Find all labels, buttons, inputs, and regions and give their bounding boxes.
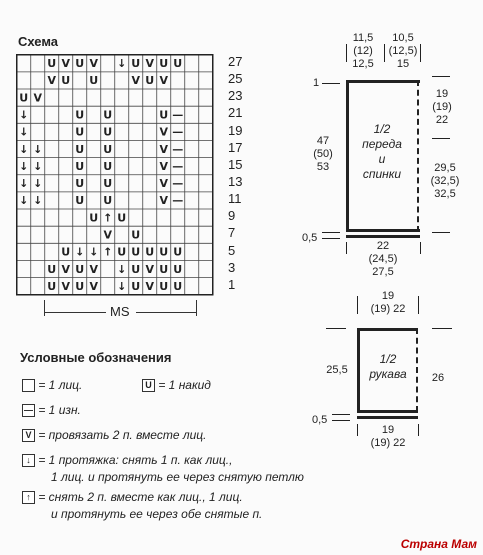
fb-left-edge — [346, 80, 349, 232]
chart-stitch-symbol: ↓ — [19, 159, 29, 173]
chart-stitch-symbol: U — [103, 142, 113, 156]
chart-stitch-symbol: ↓ — [33, 177, 43, 191]
chart-stitch-symbol: U — [145, 245, 155, 259]
chart-stitch-symbol: U — [103, 177, 113, 191]
fb-tick — [420, 242, 421, 254]
chart-stitch-symbol: U — [89, 211, 99, 225]
chart-stitch-symbol: V — [159, 74, 169, 88]
sleeve-tick — [432, 328, 452, 329]
chart-stitch-symbol: U — [75, 125, 85, 139]
chart-stitch-symbol: V — [89, 262, 99, 276]
sleeve-bottom-edge — [357, 410, 418, 413]
sleeve-left-dim: 25,5 — [326, 364, 348, 376]
chart-stitch-symbol: U — [131, 279, 141, 293]
chart-stitch-symbol: U — [75, 177, 85, 191]
sleeve-mark-line — [332, 414, 350, 415]
chart-stitch-symbol: — — [172, 142, 184, 156]
sleeve-tick — [357, 424, 358, 436]
chart-stitch-symbol: V — [103, 228, 113, 242]
chart-stitch-symbol: U — [145, 74, 155, 88]
row-number: 1 — [228, 276, 236, 292]
s2kpo-symbol: ↑ — [22, 491, 35, 504]
chart-stitch-symbol: U — [47, 279, 57, 293]
legend-s2kpo: ↑ = снять 2 п. вместе как лиц., 1 лиц. — [22, 490, 243, 504]
chart-stitch-symbol: U — [159, 279, 169, 293]
fb-tick — [420, 44, 421, 62]
chart-title: Схема — [18, 34, 59, 49]
chart-stitch-symbol: U — [131, 57, 141, 71]
row-number: 19 — [228, 122, 243, 138]
row-number: 3 — [228, 259, 236, 275]
chart-stitch-symbol: V — [159, 177, 169, 191]
chart-stitch-symbol: U — [75, 262, 85, 276]
chart-stitch-symbol: ↓ — [19, 125, 29, 139]
k2tog-symbol: V — [22, 429, 35, 442]
fb-hem — [346, 235, 420, 238]
chart-stitch-symbol: — — [172, 159, 184, 173]
chart-stitch-symbol: U — [159, 57, 169, 71]
fb-right-tick — [432, 76, 450, 77]
chart-stitch-symbol: V — [159, 159, 169, 173]
row-number: 17 — [228, 139, 243, 155]
chart-stitch-symbol: U — [131, 228, 141, 242]
chart-stitch-symbol: ↓ — [75, 245, 85, 259]
sleeve-left-edge — [357, 328, 360, 412]
chart-stitch-symbol: ↑ — [103, 245, 113, 259]
chart-stitch-symbol: — — [172, 177, 184, 191]
ms-bracket-right — [196, 300, 198, 316]
chart-stitch-symbol: U — [47, 262, 57, 276]
sleeve-tick — [357, 296, 358, 314]
chart-stitch-symbol: U — [103, 125, 113, 139]
chart-stitch-symbol: V — [145, 57, 155, 71]
chart-stitch-symbol: V — [61, 279, 71, 293]
legend-skpo: ↓ = 1 протяжка: снять 1 п. как лиц., — [22, 453, 232, 467]
chart-stitch-symbol: ↓ — [19, 177, 29, 191]
chart-stitch-symbol: U — [173, 57, 183, 71]
sleeve-right-dim: 26 — [431, 372, 445, 384]
fb-right-tick — [432, 232, 450, 233]
chart-stitch-symbol: V — [159, 125, 169, 139]
ms-line-right — [136, 312, 197, 313]
fb-bottom-mark: 0,5 — [302, 232, 318, 244]
sleeve-hem — [357, 416, 418, 419]
row-number: 27 — [228, 54, 243, 69]
chart-stitch-symbol: — — [172, 125, 184, 139]
purl-symbol: — — [24, 405, 33, 416]
row-number: 11 — [228, 191, 242, 207]
sleeve-bottom-dim: 19 (19) 22 — [370, 424, 406, 449]
fb-right-edge — [417, 80, 419, 232]
chart-stitch-symbol: V — [145, 279, 155, 293]
chart-stitch-symbol: ↓ — [33, 142, 43, 156]
chart-stitch-symbol: U — [159, 108, 169, 122]
row-number: 7 — [228, 225, 236, 241]
chart-stitch-symbol: U — [173, 262, 183, 276]
chart-stitch-symbol: U — [75, 108, 85, 122]
chart-stitch-symbol: U — [117, 211, 127, 225]
chart-stitch-symbol: V — [33, 91, 43, 105]
front-back-label: 1/2 переда и спинки — [362, 122, 402, 181]
sleeve-top-edge — [357, 328, 418, 331]
fb-shoulder-top — [346, 80, 420, 83]
chart-stitch-symbol: V — [145, 262, 155, 276]
chart-stitch-symbol: ↓ — [117, 279, 127, 293]
sleeve-bottom-mark: 0,5 — [312, 414, 328, 426]
chart-stitch-symbol: U — [103, 108, 113, 122]
sleeve-right-edge — [416, 328, 418, 412]
chart-stitch-symbol: ↓ — [19, 142, 29, 156]
sleeve-tick — [326, 328, 346, 329]
ms-bracket-left — [44, 300, 46, 316]
legend-title: Условные обозначения — [20, 350, 172, 365]
row-number: 25 — [228, 71, 243, 87]
chart-stitch-symbol: — — [172, 194, 184, 208]
chart-stitch-symbol: V — [159, 142, 169, 156]
chart-stitch-symbol: U — [75, 279, 85, 293]
legend-purl: — = 1 изн. — [24, 403, 81, 417]
chart-stitch-symbol: U — [75, 194, 85, 208]
chart-stitch-symbol: U — [173, 279, 183, 293]
fb-mark-line — [322, 83, 340, 84]
fb-tick — [346, 242, 347, 254]
fb-top-right-dim: 10,5 (12,5) 15 — [388, 32, 418, 70]
fb-bottom-edge — [346, 229, 420, 232]
chart-stitch-symbol: U — [159, 245, 169, 259]
chart-stitch-symbol: U — [131, 262, 141, 276]
sleeve-top-dim: 19 (19) 22 — [370, 290, 406, 315]
chart-stitch-symbol: — — [172, 108, 184, 122]
chart-stitch-symbol: ↓ — [89, 245, 99, 259]
knit-symbol — [22, 379, 35, 392]
chart-stitch-symbol: U — [103, 194, 113, 208]
chart-stitch-symbol: U — [131, 245, 141, 259]
fb-tick — [384, 44, 385, 62]
chart-stitch-symbol: V — [89, 57, 99, 71]
chart-stitch-symbol: V — [131, 74, 141, 88]
legend-skpo-line2: 1 лиц. и протянуть ее через снятую петлю — [51, 470, 304, 484]
sleeve-mark-line — [332, 420, 350, 421]
yarn-over-symbol: U — [142, 379, 155, 392]
row-number: 13 — [228, 174, 243, 189]
fb-right-tick — [432, 138, 450, 139]
sleeve-tick — [418, 424, 419, 436]
chart-stitch-symbol: U — [103, 159, 113, 173]
fb-tick — [346, 44, 347, 62]
chart-stitch-symbol: V — [159, 194, 169, 208]
chart-stitch-symbol: ↓ — [117, 57, 127, 71]
fb-mark-1: 1 — [313, 77, 320, 89]
chart-stitch-symbol: ↑ — [103, 211, 113, 225]
fb-mark-line — [322, 232, 340, 233]
row-number: 23 — [228, 88, 243, 104]
ms-label: MS — [110, 304, 130, 319]
chart-stitch-symbol: U — [75, 57, 85, 71]
chart-stitch-symbol: U — [47, 57, 57, 71]
row-number: 5 — [228, 242, 236, 258]
ms-line-left — [44, 312, 106, 313]
fb-left-dim: 47 (50) 53 — [313, 135, 333, 173]
chart-stitch-symbol: V — [61, 262, 71, 276]
legend-k2tog: V = провязать 2 п. вместе лиц. — [22, 428, 207, 442]
chart-stitch-symbol: V — [47, 74, 57, 88]
chart-stitch-symbol: ↓ — [33, 194, 43, 208]
fb-top-left-dim: 11,5 (12) 12,5 — [352, 32, 374, 70]
chart-stitch-symbol: ↓ — [19, 108, 29, 122]
chart-stitch-symbol: ↓ — [33, 159, 43, 173]
chart-stitch-symbol: V — [61, 57, 71, 71]
fb-bottom-dim: 22 (24,5) 27,5 — [368, 240, 398, 278]
legend-s2kpo-line2: и протянуть ее через обе снятые п. — [51, 507, 263, 521]
row-number: 9 — [228, 208, 236, 224]
chart-stitch-symbol: U — [61, 74, 71, 88]
legend-knit: = 1 лиц. — [22, 378, 82, 392]
legend-yo: U = 1 накид — [142, 378, 211, 392]
fb-mark-line — [322, 238, 340, 239]
skpo-symbol: ↓ — [22, 454, 35, 467]
fb-right-lower-dim: 29,5 (32,5) 32,5 — [430, 162, 460, 200]
chart-stitch-symbol: U — [173, 245, 183, 259]
chart-stitch-symbol: ↓ — [117, 262, 127, 276]
chart-stitch-symbol: U — [159, 262, 169, 276]
sleeve-label: 1/2 рукава — [369, 352, 407, 381]
chart-stitch-symbol: ↓ — [19, 194, 29, 208]
knitting-chart-grid — [16, 54, 214, 296]
row-number: 15 — [228, 156, 243, 172]
chart-stitch-symbol: V — [89, 279, 99, 293]
chart-stitch-symbol: U — [75, 142, 85, 156]
chart-stitch-symbol: U — [89, 74, 99, 88]
fb-right-upper-dim: 19 (19) 22 — [432, 88, 452, 126]
chart-stitch-symbol: U — [61, 245, 71, 259]
chart-stitch-symbol: U — [117, 245, 127, 259]
row-number: 21 — [228, 105, 243, 121]
site-watermark: Страна Мам — [400, 537, 477, 551]
chart-stitch-symbol: U — [19, 91, 29, 105]
chart-stitch-symbol: U — [75, 159, 85, 173]
sleeve-tick — [418, 296, 419, 314]
